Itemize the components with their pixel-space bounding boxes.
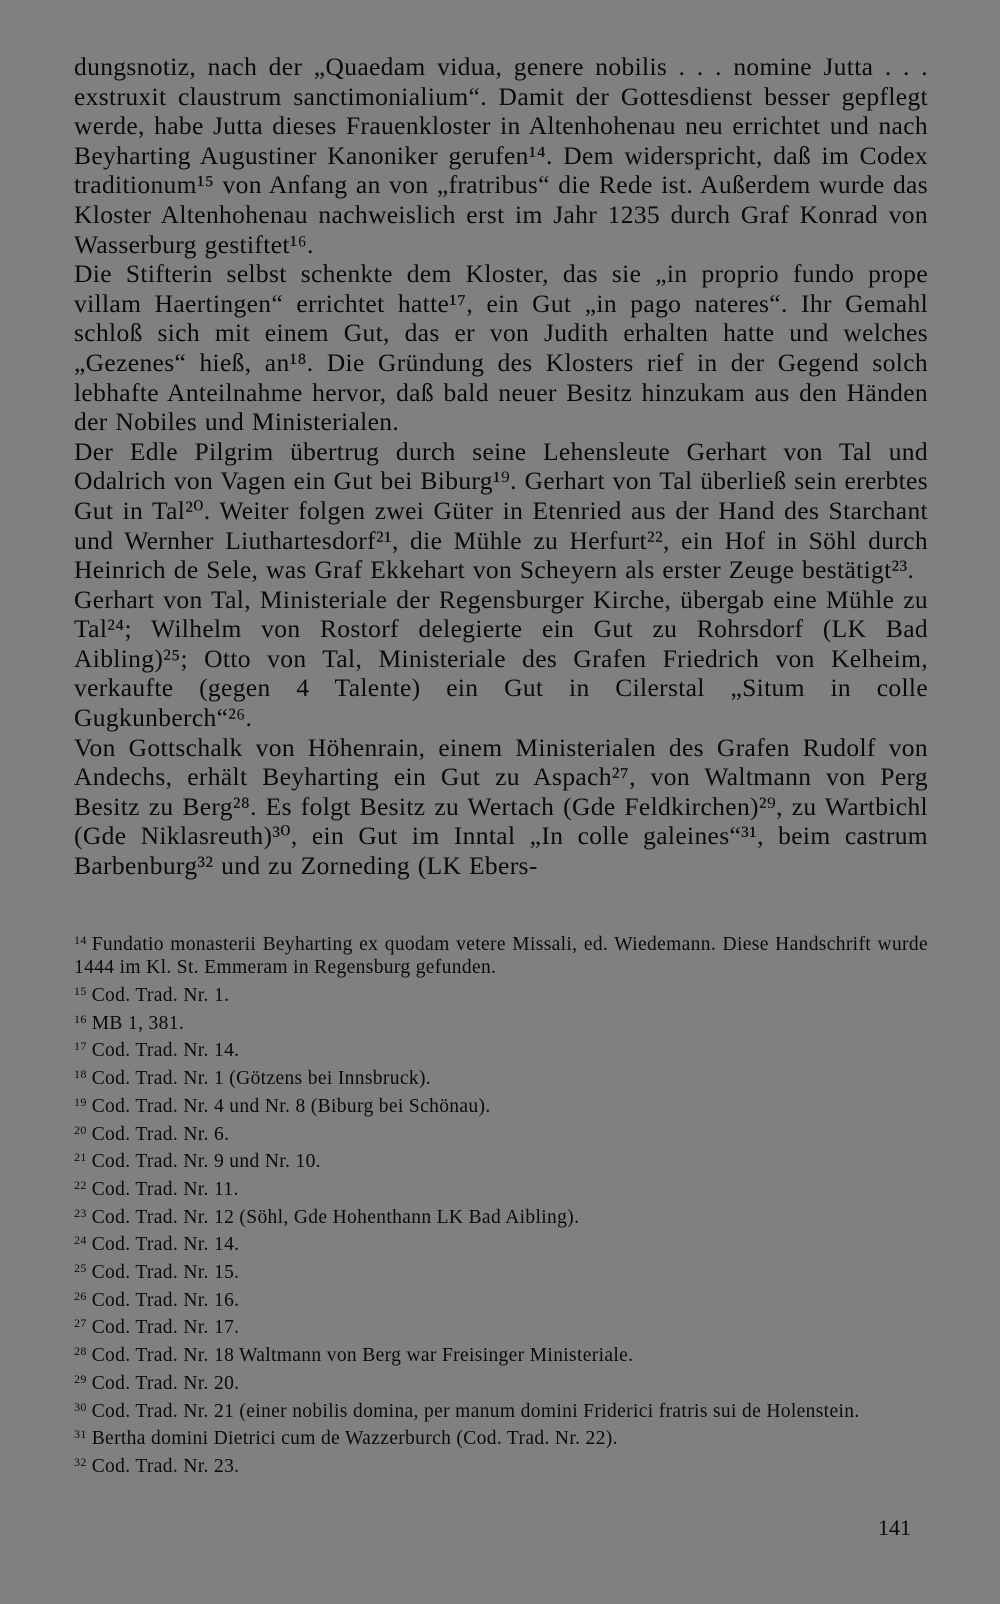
footnote-number: 30 (74, 1399, 87, 1414)
footnote (74, 1396, 928, 1424)
footnote (74, 1119, 928, 1147)
footnote-text: Cod. Trad. Nr. 15. (91, 1262, 240, 1284)
footnote (74, 1091, 928, 1119)
footnote-number: 18 (74, 1067, 87, 1082)
body-text (74, 52, 928, 881)
footnote (74, 1008, 928, 1036)
footnote (74, 1202, 928, 1230)
footnote-number: 17 (74, 1039, 87, 1054)
footnote-text: Cod. Trad. Nr. 20. (91, 1372, 240, 1394)
footnote-number: 31 (74, 1427, 87, 1442)
footnote-number: 14 (74, 932, 87, 947)
footnotes (74, 929, 928, 1479)
footnote-text: Cod. Trad. Nr. 17. (91, 1317, 240, 1339)
footnote-number: 29 (74, 1371, 87, 1386)
footnote-text: Cod. Trad. Nr. 9 und Nr. 10. (91, 1151, 321, 1173)
footnote-text: MB 1, 381. (91, 1012, 185, 1034)
footnote-number: 21 (74, 1150, 87, 1165)
footnote (74, 1035, 928, 1063)
footnote-text: Bertha domini Dietrici cum de Wazzerburch (Cod. Trad. Nr. 22). (91, 1428, 618, 1450)
footnote-number: 26 (74, 1288, 87, 1303)
footnote-number: 27 (74, 1316, 87, 1331)
footnote (74, 1063, 928, 1091)
footnote-text: Cod. Trad. Nr. 1. (91, 985, 230, 1007)
body-paragraph: Die Stifterin selbst schenkte dem Kloster, das sie „in proprio fundo prope villam Haertingen“ errichtet hatte¹⁷, ein Gut „in pago nateres“. Ihr Gemahl schloß sich mit einem Gut, das er von Judith erhalten hatte und welches „Gezenes“ hieß, an¹⁸. Die Gründung des Klosters rief in der Gegend solch lebhafte Anteilnahme hervor, daß bald neuer Besitz hinzukam aus den Händen der Nobiles und Ministerialen. (74, 259, 928, 437)
book-page (74, 52, 928, 1479)
footnote (74, 1146, 928, 1174)
body-paragraph: Gerhart von Tal, Ministeriale der Regensburger Kirche, übergab eine Mühle zu Tal²⁴; Wilhelm von Rostorf delegierte ein Gut zu Rohrsdorf (LK Bad Aibling)²⁵; Otto von Tal, Ministeriale des Grafen Friedrich von Kelheim, verkaufte (gegen 4 Talente) ein Gut in Cilerstal „Situm in colle Gugkunberch“²⁶. (74, 584, 928, 733)
footnote-number: 15 (74, 984, 87, 999)
footnote (74, 1451, 928, 1479)
footnote (74, 1174, 928, 1202)
footnote-text: Cod. Trad. Nr. 11. (91, 1178, 239, 1200)
footnote (74, 1312, 928, 1340)
page-number: 141 (878, 1515, 911, 1540)
footnote-text: Cod. Trad. Nr. 16. (91, 1289, 240, 1311)
footnote-text: Cod. Trad. Nr. 14. (91, 1234, 240, 1256)
footnote-text: Cod. Trad. Nr. 14. (91, 1040, 240, 1062)
body-paragraph: Von Gottschalk von Höhenrain, einem Ministerialen des Grafen Rudolf von Andechs, erhält Beyharting ein Gut zu Aspach²⁷, von Waltmann von Perg Besitz zu Berg²⁸. Es folgt Besitz zu Wertach (Gde Feldkirchen)²⁹, zu Wartbichl (Gde Niklasreuth)³⁰, ein Gut im Inntal „In colle galeines“³¹, beim castrum Barbenburg³² und zu Zorneding (LK Ebers- (74, 732, 928, 881)
footnote (74, 1285, 928, 1313)
footnote-text: Cod. Trad. Nr. 21 (einer nobilis domina, per manum domini Friderici fratris sui de Holenstein. (91, 1400, 860, 1422)
footnote-number: 16 (74, 1011, 87, 1026)
footnote-number: 22 (74, 1177, 87, 1192)
footnote-text: Cod. Trad. Nr. 6. (91, 1123, 230, 1145)
footnote (74, 980, 928, 1008)
footnote-text: Cod. Trad. Nr. 23. (91, 1455, 240, 1477)
body-paragraph: Der Edle Pilgrim übertrug durch seine Lehensleute Gerhart von Tal und Odalrich von Vagen ein Gut bei Biburg¹⁹. Gerhart von Tal überließ sein ererbtes Gut in Tal²⁰. Weiter folgen zwei Güter in Etenried aus der Hand des Starchant und Wernher Liuthartesdorf²¹, die Mühle zu Herfurt²², ein Hof in Söhl durch Heinrich de Sele, was Graf Ekkehart von Scheyern als erster Zeuge bestätigt²³. (74, 436, 928, 585)
footnote-number: 28 (74, 1344, 87, 1359)
footnote-number: 24 (74, 1233, 87, 1248)
footnote-number: 23 (74, 1205, 87, 1220)
footnote-text: Cod. Trad. Nr. 4 und Nr. 8 (Biburg bei Schönau). (91, 1095, 491, 1117)
footnote (74, 1368, 928, 1396)
footnote-number: 20 (74, 1122, 87, 1137)
footnote (74, 1257, 928, 1285)
body-paragraph: dungsnotiz, nach der „Quaedam vidua, genere nobilis . . . nomine Jutta . . . exstruxit claustrum sanctimonialium“. Damit der Gottesdienst besser gepflegt werde, habe Jutta dieses Frauenkloster in Altenhohenau neu errichtet und nach Beyharting Augustiner Kanoniker gerufen¹⁴. Dem widerspricht, daß im Codex traditionum¹⁵ von Anfang an von „fratribus“ die Rede ist. Außerdem wurde das Kloster Altenhohenau nachweislich erst im Jahr 1235 durch Graf Konrad von Wasserburg gestiftet¹⁶. (74, 52, 928, 259)
footnote (74, 1340, 928, 1368)
footnote-text: Cod. Trad. Nr. 12 (Söhl, Gde Hohenthann LK Bad Aibling). (91, 1206, 580, 1228)
footnote (74, 1229, 928, 1257)
footnote-text: Cod. Trad. Nr. 1 (Götzens bei Innsbruck). (91, 1068, 432, 1090)
footnote-text: Cod. Trad. Nr. 18 Waltmann von Berg war Freisinger Ministeriale. (91, 1345, 634, 1367)
footnote (74, 1423, 928, 1451)
footnote-number: 19 (74, 1094, 87, 1109)
footnote (74, 929, 928, 980)
footnote-text: Fundatio monasterii Beyharting ex quodam vetere Missali, ed. Wiedemann. Diese Handschrift wurde 1444 im Kl. St. Emmeram in Regensburg gefunden. (74, 933, 928, 979)
footnote-number: 25 (74, 1261, 87, 1276)
footnote-number: 32 (74, 1454, 87, 1469)
